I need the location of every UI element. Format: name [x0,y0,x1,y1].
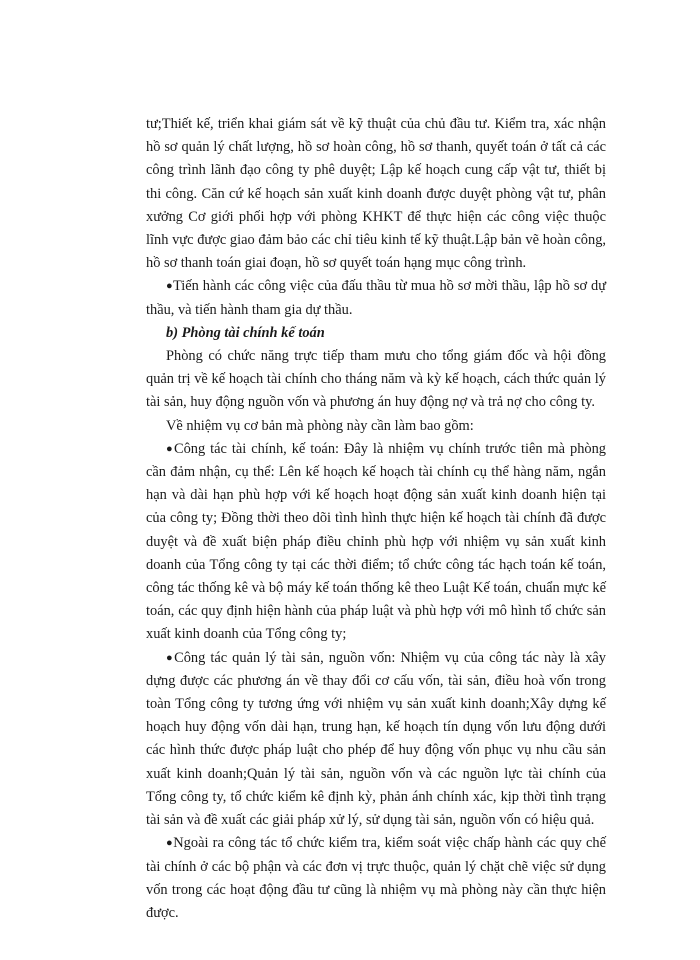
bullet-icon: ● [166,837,174,850]
document-body [146,113,606,925]
intro-paragraph: tư;Thiết kế, triển khai giám sát về kỹ thuật của chủ đầu tư. Kiểm tra, xác nhận hồ sơ quản lý chất lượng, hồ sơ hoàn công, hồ sơ thanh, quyết toán ở tất cả các công trình lãnh đạo công ty phê duyệt; Lập kế hoạch cung cấp vật tư, thiết bị thi công. Căn cứ kế hoạch sản xuất kinh doanh được duyệt phòng vật tư, phân xưởng Cơ giới phối hợp với phòng KHKT để thực hiện các công việc thuộc lĩnh vực được giao đảm bảo các chỉ tiêu kinh tế kỹ thuật.Lập bản vẽ hoàn công, hồ sơ thanh toán giai đoạn, hồ sơ quyết toán hạng mục công trình. [146,116,606,272]
bullet-assets [146,647,606,833]
bullet-icon: ● [166,442,174,455]
bullet-icon: ● [166,651,175,664]
duties-intro: Về nhiệm vụ cơ bản mà phòng này cần làm bao gồm: [166,417,474,434]
bullet-bidding-text: Tiến hành các công việc của đấu thầu từ mua hồ sơ mời thầu, lập hồ sơ dự thầu, và tiến hành tham gia dự thầu. [146,278,606,318]
section-heading: b) Phòng tài chính kế toán [166,324,325,341]
function-paragraph: Phòng có chức năng trực tiếp tham mưu cho tổng giám đốc và hội đồng quản trị về kế hoạch tài chính cho tháng năm và kỳ kế hoạch, cách thức quản lý tài sản, huy động nguồn vốn và phương án huy động nợ và trả nợ cho công ty. [146,348,606,411]
bullet-finance-text: Công tác tài chính, kế toán: Đây là nhiệm vụ chính trước tiên mà phòng cần đảm nhận, cụ thể: Lên kế hoạch kế hoạch tài chính cụ thể hàng năm, ngắn hạn và dài hạn phù hợp với kế hoạch hoạt động sản xuất kinh doanh hiện tại của công ty; Đồng thời theo dõi tình hình thực hiện kế hoạch tài chính đã được duyệt và đề xuất biện pháp điều chỉnh phù hợp với nhiệm vụ sản xuất kinh doanh của Tổng công ty tại các thời điểm; tổ chức công tác hạch toán kế toán, công tác thống kê và bộ máy kế toán thống kê theo Luật Kế toán, chuẩn mực kế toán, các quy định hiện hành của pháp luật và phù hợp với mô hình tổ chức sản xuất kinh doanh của Tổng công ty; [146,440,606,643]
bullet-control-text: Ngoài ra công tác tổ chức kiểm tra, kiểm soát việc chấp hành các quy chế tài chính ở các bộ phận và các đơn vị trực thuộc, quản lý chặt chẽ việc sử dụng vốn trong các hoạt động đầu tư cũng là nhiệm vụ mà phòng này cần thực hiện được. [146,835,606,921]
bullet-assets-text: Công tác quản lý tài sản, nguồn vốn: Nhiệm vụ của công tác này là xây dựng được các phương án về thay đổi cơ cấu vốn, tài sản, điều hoà vốn trong toàn Tổng công ty tương ứng với nhiệm vụ sản xuất kinh doanh;Xây dựng kế hoạch huy động vốn dài hạn, trung hạn, kế hoạch tín dụng vốn lưu động dưới các hình thức được pháp luật cho phép để huy động vốn phục vụ nhu cầu sản xuất kinh doanh;Quản lý tài sản, nguồn vốn và các nguồn lực tài chính của Tổng công ty, tổ chức kiểm kê định kỳ, phản ánh chính xác, kịp thời tình trạng tài sản và đề xuất các giải pháp xử lý, sử dụng tài sản, nguồn vốn có hiệu quả. [146,649,606,829]
bullet-icon: ● [166,280,173,293]
bullet-finance [146,438,606,647]
bullet-bidding [146,275,606,321]
bullet-control [146,832,606,925]
